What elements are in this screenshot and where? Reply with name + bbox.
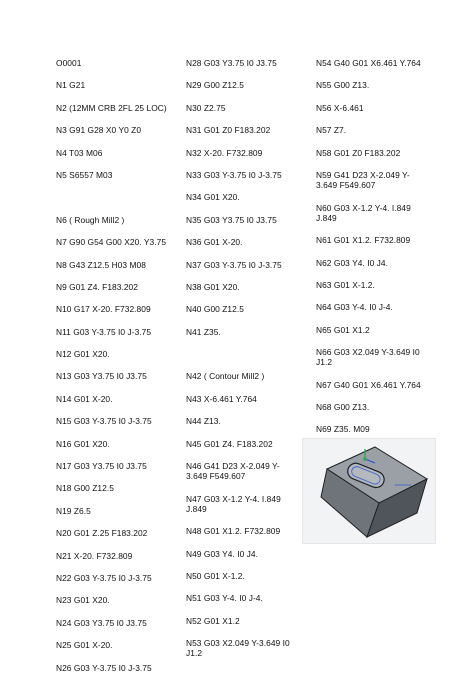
gcode-line: N5 S6557 M03 <box>56 169 113 180</box>
gcode-line: N48 G01 X1.2. F732.809 <box>186 526 281 537</box>
gcode-line: N19 Z6.5 <box>56 505 91 516</box>
gcode-line: N10 G17 X-20. F732.809 <box>56 304 151 315</box>
gcode-line: N35 G03 Y3.75 I0 J3.75 <box>186 214 277 225</box>
gcode-line: N20 G01 Z.25 F183.202 <box>56 528 148 539</box>
gcode-line: N25 G01 X-20. <box>56 640 113 651</box>
gcode-line: N15 G03 Y-3.75 I0 J-3.75 <box>56 416 152 427</box>
gcode-line: N4 T03 M06 <box>56 147 103 158</box>
gcode-line: N68 G00 Z13. <box>316 402 370 413</box>
gcode-line: N46 G41 D23 X-2.049 Y-3.649 F549.607 <box>186 461 280 482</box>
gcode-line: N22 G03 Y-3.75 I0 J-3.75 <box>56 572 152 583</box>
gcode-line: N1 G21 <box>56 80 86 91</box>
gcode-line: N60 G03 X-1.2 Y-4. I.849 J.849 <box>316 202 411 223</box>
gcode-line: N14 G01 X-20. <box>56 393 113 404</box>
gcode-line: N3 G91 G28 X0 Y0 Z0 <box>56 125 142 136</box>
gcode-line: N16 G01 X20. <box>56 438 110 449</box>
cad-model-image <box>302 438 436 544</box>
gcode-line: N49 G03 Y4. I0 J4. <box>186 548 258 559</box>
gcode-line: N63 G01 X-1.2. <box>316 279 375 290</box>
gcode-line: N61 G01 X1.2. F732.809 <box>316 235 411 246</box>
gcode-line: N2 (12MM CRB 2FL 25 LOC) <box>56 102 167 113</box>
gcode-line: N62 G03 Y4. I0 J4. <box>316 257 388 268</box>
gcode-line: N56 X-6.461 <box>316 102 364 113</box>
gcode-line: N13 G03 Y3.75 I0 J3.75 <box>56 371 147 382</box>
cad-part-slot-block-icon <box>303 439 435 543</box>
gcode-line: N8 G43 Z12.5 H03 M08 <box>56 259 146 270</box>
gcode-line: N11 G03 Y-3.75 I0 J-3.75 <box>56 326 152 337</box>
gcode-line: N69 Z35. M09 <box>316 424 370 435</box>
gcode-line: N28 G03 Y3.75 I0 J3.75 <box>186 58 277 68</box>
gcode-line: N41 Z35. <box>186 326 221 337</box>
gcode-line: N34 G01 X20. <box>186 192 240 203</box>
gcode-line: N47 G03 X-1.2 Y-4. I.849 J.849 <box>186 493 281 514</box>
gcode-line: O0001 <box>56 58 82 68</box>
gcode-line: N24 G03 Y3.75 I0 J3.75 <box>56 617 147 628</box>
gcode-line: N36 G01 X-20. <box>186 237 243 248</box>
gcode-line: N53 G03 X2.049 Y-3.649 I0 J1.2 <box>186 638 290 659</box>
gcode-line: N12 G01 X20. <box>56 349 110 360</box>
gcode-line: N67 G40 G01 X6.461 Y.764 <box>316 379 421 390</box>
gcode-line: N17 G03 Y3.75 I0 J3.75 <box>56 461 147 472</box>
gcode-column-1 <box>56 58 174 685</box>
gcode-line: N40 G00 Z12.5 <box>186 304 244 315</box>
gcode-line: N52 G01 X1.2 <box>186 615 240 626</box>
blank-line <box>56 192 174 202</box>
gcode-line: N59 G41 D23 X-2.049 Y-3.649 F549.607 <box>316 169 410 191</box>
gcode-line: N58 G01 Z0 F183.202 <box>316 147 401 158</box>
gcode-line: N37 G03 Y-3.75 I0 J-3.75 <box>186 259 282 270</box>
blank-line <box>186 349 300 359</box>
gcode-line: N26 G03 Y-3.75 I0 J-3.75 <box>56 662 152 673</box>
gcode-line: N42 ( Contour Mill2 ) <box>186 371 265 382</box>
gcode-line: N65 G01 X1.2 <box>316 324 370 335</box>
gcode-line: N50 G01 X-1.2. <box>186 570 245 581</box>
gcode-line: N51 G03 Y-4. I0 J-4. <box>186 593 263 604</box>
gcode-line: N30 Z2.75 <box>186 102 226 113</box>
gcode-line: N32 X-20. F732.809 <box>186 147 263 158</box>
gcode-line: N54 G40 G01 X6.461 Y.764 <box>316 58 421 68</box>
gcode-line: N66 G03 X2.049 Y-3.649 I0 J1.2 <box>316 347 420 368</box>
gcode-line: N43 X-6.461 Y.764 <box>186 393 257 404</box>
gcode-line: N29 G00 Z12.5 <box>186 80 244 91</box>
gcode-line: N23 G01 X20. <box>56 595 110 606</box>
gcode-line: N38 G01 X20. <box>186 281 240 292</box>
gcode-line: N31 G01 Z0 F183.202 <box>186 125 271 136</box>
gcode-line: N44 Z13. <box>186 416 221 427</box>
gcode-line: N9 G01 Z4. F183.202 <box>56 281 138 292</box>
gcode-line: N7 G90 G54 G00 X20. Y3.75 <box>56 237 167 248</box>
gcode-line: N57 Z7. <box>316 125 347 136</box>
origin-point <box>363 457 367 461</box>
gcode-line: N18 G00 Z12.5 <box>56 483 114 494</box>
gcode-line: N55 G00 Z13. <box>316 80 370 91</box>
gcode-line: N33 G03 Y-3.75 I0 J-3.75 <box>186 169 282 180</box>
gcode-column-2 <box>186 58 300 671</box>
gcode-line: N21 X-20. F732.809 <box>56 550 133 561</box>
gcode-line: N6 ( Rough Mill2 ) <box>56 214 125 225</box>
gcode-line: N45 G01 Z4. F183.202 <box>186 438 273 449</box>
gcode-line: N64 G03 Y-4. I0 J-4. <box>316 302 393 313</box>
